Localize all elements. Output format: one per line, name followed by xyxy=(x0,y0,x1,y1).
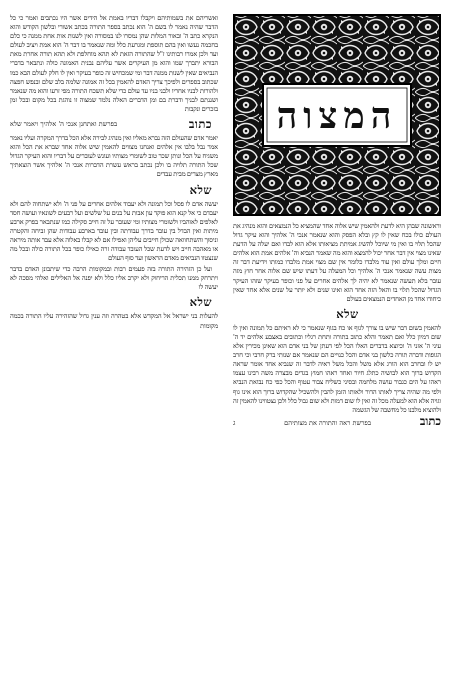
right-paragraph-1: וראשונה שבהן היא לדעת ולהאמין שיש אלוה אחד שהמציא כל הנמצאים והוא מנהיג את העולם כולו בכח שאין לו קץ ובלא הפסק והוא שנאמר אנכי ה' אלהיך והוא עיקר גדול שהכל תלוי בו ואין מי שיוכל להשיג אמיתת מציאותו אלא הוא לבדו ואם יעלה על הדעת שאינו מצוי אין דבר אחר יכול להמצא והוא מה שאמר הנביא וה' אלהים אמת הוא אלהים חיים ומלך עולם ואין עוד מלבדו כלומר אין שם מצוי אמת מלבדו כמותו וידיעת דבר זה מצות עשה שנאמר אנכי ה' אלהיך וכל המעלה על דעתו שיש שם אלוה אחר חוץ מזה עובר בלא תעשה שנאמר לא יהיה לך אלהים אחרים על פני וכופר בעיקר שזהו העיקר הגדול שהכל תלוי בו והאל הזה אחד הוא ואינו שנים ולא יותר על שנים אלא אחד שאין כיחודו אחד מן האחדים הנמצאים בעולם xyxy=(233,222,441,303)
left-paragraph-3: יעשה אדם לו פסל וכל תמונה ולא יעבוד אלהים אחרים על פני ה' ולא ישתחוה להם ולא יעבדם כי אל קנא הוא פוקד עון אבות על בנים על שלשים ועל רבעים לשונאיו ועושה חסד לאלפים לאוהביו ולשומרי מצותיו ומי שעובר על זה חייב סקילה כמו שנתבאר בפרק ארבע מיתות ואין הבדל בין עובד בדרך עבודתה ובין עובד בארבע עבודות שהן זביחה והקטרה וניסוך והשתחוואה שכולן חייבים עליהן ואפילו אם לא קבלו באלוה אלא עבד אותה מיראה או מאהבה חייב ויש לדעת שכל העובד עבודה זרה כאילו כופר בכל התורה כולה ובכל מה שנצטוו הנביאים מאדם הראשון ועד סוף העולם xyxy=(10,199,218,263)
right-text-column xyxy=(233,14,441,428)
section-heading-row xyxy=(233,307,441,322)
left-paragraph-5: להעלות בני ישראל אל המקדש אלא בטהרה וזה ענין גדול שהזהירה עליו התורה בכמה מקומות xyxy=(10,312,218,330)
section-heading-word: שלא xyxy=(189,182,212,197)
catchword-mark: ג xyxy=(233,418,236,427)
right-paragraph-2: להאמין בשום דבר שיש בו צורך לגוף או כח בגוף שנאמר כי לא ראיתם כל תמונה ואין לו שום דמיון כלל ואם תאמר והלא כתוב בתורה ותחת רגליו וכתובים באצבע אלהים יד ה' עיני ה' אזני ה' וכיוצא בדברים האלו הכל לפי דעתן של בני אדם הוא שאינן מכירין אלא הגופות ודברה תורה כלשון בני אדם והכל כנויים הם שנאמר אם שנותי ברק חרבי וכי חרב יש לו ובחרב הוא הורג אלא משל והכל משל ראיה לדבר זה שנביא אחד אומר שראה הקדוש ברוך הוא לבושיה כתלג חיור ואחד ראהו חמוץ בגדים מבצרה משה רבינו עצמו ראהו על הים כגבור עושה מלחמה ובסיני כשליח צבור עטוף והכל כפי כח נבואת הנביא ולפי מה שהיה צריך לאותו הדור ולאותו הזמן להבין ולהשכיל שהקדוש ברוך הוא אינו גוף וגויה אלא הוא למעלה מכל זה ואין לו שום דמות ולא שום גבול כלל ולכן נצטווינו להאמין זה ולהוציא מלבנו כל מחשבה של הגשמה xyxy=(233,323,441,414)
book-title: המצוה xyxy=(276,95,398,137)
section-heading-word: כתוב xyxy=(419,413,441,428)
section-heading-row xyxy=(10,295,218,310)
section-heading-tail: בפרשת ראה והתורה את מצותיהם xyxy=(284,418,372,427)
left-paragraph-1: ואשריהם את בשמותיהם ויקבלו דבריו באמת אל הידים אשר היו נכתבים ואמר כי כל הדבר שהיה נאמר לו בשם ה' הוא נכתב בספר התורה בכתב אשורי ובלשון הקודש והוא הנקרא כתב ה' ובאור המלות שהן נמסרו לנו במסורה ואין לשנות אות אחת ממנה כי כלם בחכמה נעשו ואין בהם תוספת ומגרעת כלל ומה שנאמר בו דבר ה' הוא אמת ויציב לעולם ועד ולכן אמרו רבותינו ז"ל שהתורה הזאת לא תהא מוחלפת ולא תהא תורה אחרת מאת הבורא יתברך שמו והוא מן העיקרים אשר עליהם נבנית האמונה כולה ונתבאר בדברי הנביאים שאין לשנות ממנה דבר ומי שמכחיש זה כופר בעיקר ואין לו חלק לעולם הבא כמו שכתוב בספרים ולפיכך צריך האדם להאמין בכל זה אמונה שלמה בלב שלם ובנפש חפצה ולהורות לבניו אחריו ולבני בניו עד עולם כדי שלא תשכח התורה מפי זרעו והוא מה שנאמר ושננתם לבניך ודברת בם ומן הדברים האלה נלמד שמצוה זו נוהגת בכל מקום ובכל זמן בזכרים ונקבות xyxy=(10,14,218,113)
ornamental-title-block xyxy=(233,14,441,216)
section-heading-row xyxy=(10,183,218,198)
left-paragraph-2: יאמר אדם שהעולם הזה נברא מאליו ואין מנהיג לבירה אלא הכל בדרך המקרה ועליו נאמר אמר נבל בלבו אין אלהים ואנחנו מצווים להאמין שיש אלוה אחד שברא את הכל והוא משגיח על הכל ונותן שכר טוב לשומרי מצותיו ועונש לעוברים על דבריו והוא העיקר הגדול שכל התורה תלויה בו ולכן נכתב בראש עשרת הדברות אנכי ה' אלהיך אשר הוצאתיך מארץ מצרים מבית עבדים xyxy=(10,134,218,179)
section-heading-tail: בפרשת ואתחנן אנכי ה' אלהיך ויאמר שלא xyxy=(10,120,118,129)
section-heading-word: שלא xyxy=(336,306,359,321)
section-heading-row xyxy=(10,117,218,132)
closing-heading-row xyxy=(233,413,441,428)
left-text-column xyxy=(10,14,218,333)
section-heading-word: כתוב xyxy=(188,117,212,132)
left-paragraph-4: ועל כן הזהירה התורה בזה פעמים רבות ובמקומות הרבה כדי שיתבונן האדם בדבר ויתרחק ממנו תכלית הריחוק ולא יקרב אליו כלל ולא יפנה אל האלילים ואלהי מסכה לא יעשה לו xyxy=(10,265,218,292)
floral-woodcut-border xyxy=(233,14,441,216)
section-heading-word: שלא xyxy=(189,295,212,310)
